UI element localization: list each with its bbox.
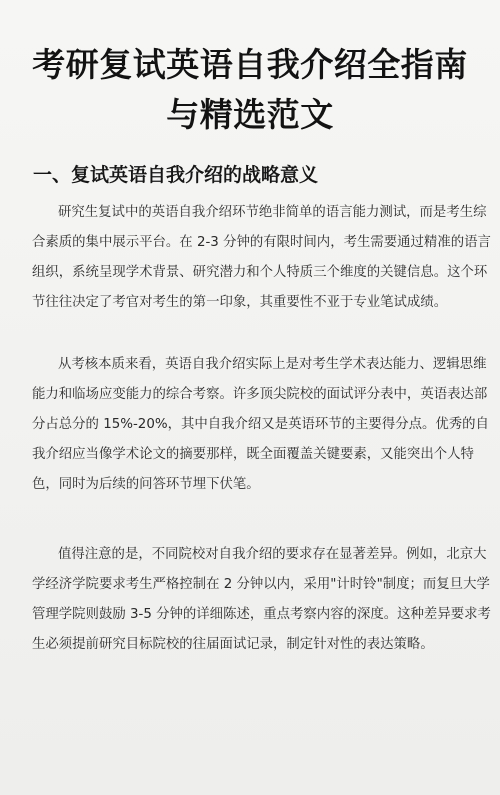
paragraph-line: 分占总分的 15%-20%，其中自我介绍又是英语环节的主要得分点。优秀的自 bbox=[32, 417, 489, 432]
page-title bbox=[0, 40, 500, 140]
paragraph-line: 从考核本质来看，英语自我介绍实际上是对考生学术表达能力、逻辑思维 bbox=[58, 357, 487, 372]
paragraph-line: 管理学院则鼓励 3-5 分钟的详细陈述，重点考察内容的深度。这种差异要求考 bbox=[32, 607, 491, 622]
paragraph-line: 能力和临场应变能力的综合考察。许多顶尖院校的面试评分表中，英语表达部 bbox=[32, 387, 488, 402]
paragraph-line: 生必须提前研究目标院校的往届面试记录，制定针对性的表达策略。 bbox=[32, 637, 434, 652]
paragraph-1 bbox=[32, 198, 491, 318]
paragraph-line: 组织，系统呈现学术背景、研究潜力和个人特质三个维度的关键信息。这个环 bbox=[32, 265, 488, 280]
paragraph-line: 学经济学院要求考生严格控制在 2 分钟以内，采用"计时铃"制度；而复旦大学 bbox=[32, 577, 490, 592]
title-line-2: 与精选范文 bbox=[166, 95, 334, 134]
title-line-1: 考研复试英语自我介绍全指南 bbox=[32, 45, 468, 84]
paragraph-line: 节往往决定了考官对考生的第一印象，其重要性不亚于专业笔试成绩。 bbox=[32, 295, 448, 310]
paragraph-line: 合素质的集中展示平台。在 2-3 分钟的有限时间内，考生需要通过精准的语言 bbox=[32, 235, 491, 250]
paragraph-line: 值得注意的是，不同院校对自我介绍的要求存在显著差异。例如，北京大 bbox=[58, 547, 487, 562]
paragraph-line: 色，同时为后续的问答环节埋下伏笔。 bbox=[32, 477, 260, 492]
section-heading: 一、复试英语自我介绍的战略意义 bbox=[33, 164, 319, 186]
paragraph-line: 我介绍应当像学术论文的摘要那样，既全面覆盖关键要素，又能突出个人特 bbox=[32, 447, 474, 462]
paragraph-2 bbox=[32, 350, 489, 500]
paragraph-line: 研究生复试中的英语自我介绍环节绝非简单的语言能力测试，而是考生综 bbox=[58, 205, 487, 220]
paragraph-3 bbox=[32, 540, 491, 660]
